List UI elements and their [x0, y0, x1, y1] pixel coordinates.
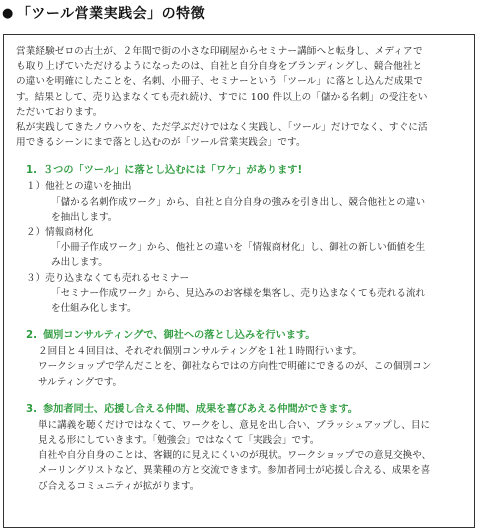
section-2-heading: 個別コンサルティングで、御社への落とし込みを行います。 — [42, 330, 316, 342]
item-heading: ２）情報商材化 — [26, 227, 94, 239]
item-description: 「儲かる名刺作成ワーク」から、自社と自分自身の強みを引き出し、競合他社との違い を抽出します。 — [51, 196, 426, 223]
list-item — [26, 271, 462, 317]
section-2 — [16, 328, 462, 390]
item-description: 「小冊子作成ワーク」から、他社との違いを「情報商材化」し、御社の新しい価値を生 み出します。 — [51, 242, 426, 269]
section-2-body: ２回目と４回目は、それぞれ個別コンサルティングを１社１時間行います。 ワークショップで学んだことを、御社ならではの方向性で明確にできるのが、この個別コン サルティングです。 — [38, 346, 432, 388]
section-1 — [16, 163, 462, 316]
section-1-heading: ３つの「ツール」に落とし込むには「ワケ」があります! — [42, 165, 303, 177]
section-2-number: 2. — [26, 330, 37, 342]
section-3-title — [16, 402, 462, 417]
intro-text — [16, 44, 462, 150]
bullet-icon: ● — [2, 5, 14, 21]
section-1-number: 1. — [26, 165, 37, 177]
list-item — [26, 179, 462, 225]
intro-paragraph-2: 私が実践してきたノウハウを、ただ学ぶだけではなく実践し、「ツール」だけでなく、すぐに活 用できるシーンにまで落とし込むのが「ツール営業実践会」です。 — [16, 122, 428, 149]
item-heading: １）他社との違いを抽出 — [26, 181, 132, 193]
section-3 — [16, 402, 462, 494]
item-description: 「セミナー作成ワーク」から、見込みのお客様を集客し、売り込まなくても売れる流れ を仕組み化します。 — [51, 287, 426, 315]
section-2-title — [16, 328, 462, 343]
section-3-heading: 参加者同士、応援し合える仲間、成果を喜びあえる仲間ができます。 — [42, 403, 358, 415]
heading-title: 「ツール営業実践会」の特徴 — [16, 6, 206, 22]
feature-box — [3, 34, 475, 528]
section-3-number: 3. — [26, 403, 37, 415]
page-heading — [0, 0, 480, 26]
section-1-title — [16, 163, 462, 178]
section-3-body: 単に講義を聴くだけではなくて、ワークをし、意見を出し合い、ブラッシュアップし、目に 見える形にしていきます。「勉強会」ではなくて「実践会」です。 自社や自分自身のことは、客観的に見えにくいのが現状。ワークショップでの意見交換や、 メーリングリストなど、異業種の方と交流できます。参加者同士が応援し合える、成果を喜 び合えるコミュニティが拡がります。 — [38, 419, 432, 492]
list-item — [26, 225, 462, 271]
item-heading: ３）売り込まなくても売れるセミナー — [26, 272, 190, 284]
intro-paragraph-1: 営業経験ゼロの古土が、２年間で街の小さな印刷屋からセミナー講師へと転身し、メディアで も取り上げていただけるようになったのは、自社と自分自身をブランディングし、競合他社と の違いを明確にしたことを、名刺、小冊子、セミナーという「ツール」に落とし込んだ成果で す。結果として、売り込まなくても売れ続け、すでに 100 件以上の「儲かる名刺」の受注をい ただいております。 — [16, 46, 428, 118]
